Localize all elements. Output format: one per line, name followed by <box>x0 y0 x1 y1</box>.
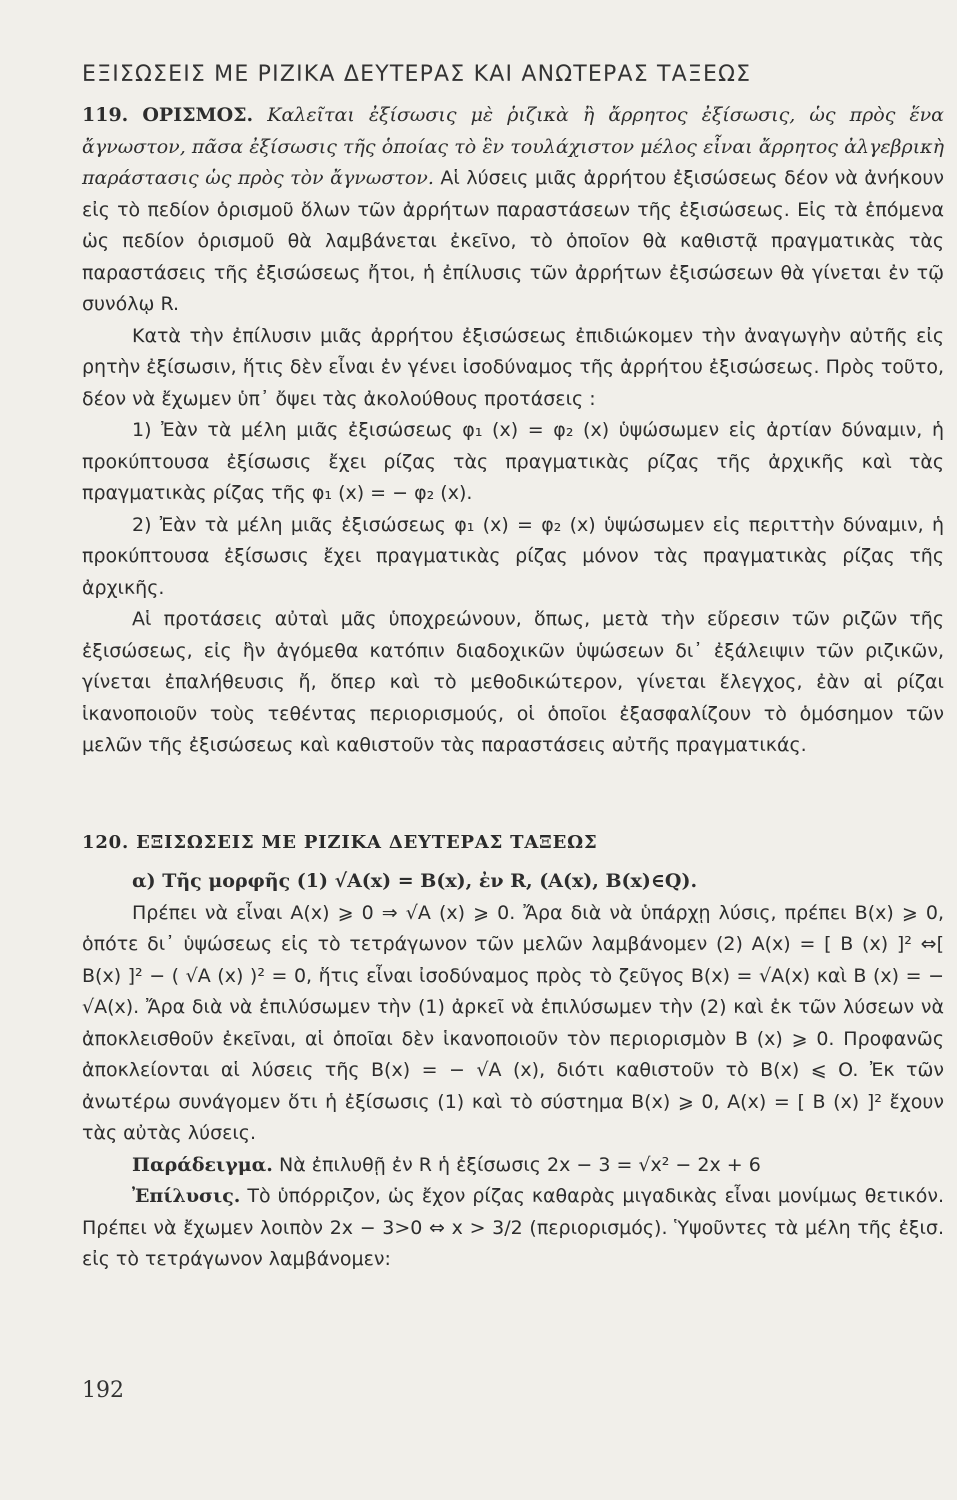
section-119-paragraph-1 <box>82 100 944 321</box>
solution-label: Ἐπίλυσις. <box>132 1185 241 1207</box>
section-119-heading: ΟΡΙΣΜΟΣ. <box>142 104 254 126</box>
section-120-paragraph-1: Πρέπει νὰ εἶναι A(x) ⩾ 0 ⇒ √A (x) ⩾ 0. Ἄρα διὰ νὰ ὑπάρχῃ λύσις, πρέπει B(x) ⩾ 0, ὁπότε δι᾽ ὑψώσεως εἰς τὸ τετράγωνον τῶν μελῶν λαμβάνομεν (2) A(x) = [ B (x) ]² ⇔[ B(x) ]² − ( √A (x) )² = 0, ἥτις εἶναι ἰσοδύναμος πρὸς τὸ ζεῦγος B(x) = √A(x) καὶ B (x) = − √A(x). Ἄρα διὰ νὰ ἐπιλύσωμεν τὴν (1) ἀρκεῖ νὰ ἐπιλύσωμεν τὴν (2) καὶ ἐκ τῶν λύσεων νὰ ἀποκλεισθοῦν ἐκεῖναι, αἱ ὁποῖαι δὲν ἱκανοποιοῦν τὸν περιορισμὸν B (x) ⩾ 0. Προφανῶς ἀποκλείονται αἱ λύσεις τῆς B(x) = − √A (x), διότι καθιστοῦν τὸ B(x) ⩽ O. Ἐκ τῶν ἀνωτέρω συνάγομεν ὅτι ἡ ἐξίσωσις (1) καὶ τὸ σύστημα B(x) ⩾ 0, A(x) = [ B (x) ]² ἔχουν τὰς αὐτὰς λύσεις. <box>82 901 944 1144</box>
section-120-heading: ΕΞΙΣΩΣΕΙΣ ΜΕ ΡΙΖΙΚΑ ΔΕΥΤΕΡΑΣ ΤΑΞΕΩΣ <box>136 832 598 853</box>
section-119-paragraph-3: Αἱ προτάσεις αὐταὶ μᾶς ὑποχρεώνουν, ὅπως, μετὰ τὴν εὕρεσιν τῶν ριζῶν τῆς ἐξισώσεως, εἰς ἣν ἀγόμεθα κατόπιν διαδοχικῶν ὑψώσεων δι᾽ ἐξάλειψιν τῶν ριζικῶν, γίνεται ἐπαλήθευσις ἤ, ὅπερ καὶ τὸ μεθοδικώτερον, γίνεται ἔλεγχος, ἐὰν αἱ ρίζαι ἱκανοποιοῦν τοὺς τεθέντας περιορισμούς, οἱ ὁποῖοι ἐξασφαλίζουν τὸ ὁμόσημον τῶν μελῶν τῆς ἐξισώσεως καὶ καθιστοῦν τὰς παραστάσεις αὐτῆς πραγματικάς. <box>82 608 944 756</box>
section-119 <box>82 100 944 762</box>
section-120 <box>82 866 944 1276</box>
solution-paragraph <box>82 1181 944 1276</box>
example-label: Παράδειγμα. <box>132 1153 273 1176</box>
section-120-number: 120. <box>82 832 130 853</box>
section-119-p1-rest: Αἱ λύσεις μιᾶς ἀρρήτου ἐξισώσεως δέον νὰ ἀνήκουν εἰς τὸ πεδίον ὁρισμοῦ ὅλων τῶν ἀρρήτων παραστάσεων τῆς ἐξισώσεως. Εἰς τὰ ἑπόμενα ὡς πεδίον ὁρισμοῦ θὰ λαμβάνεται ἐκεῖνο, τὸ ὁποῖον θὰ καθιστᾷ πραγματικὰς τὰς παραστάσεις τῆς ἐξισώσεως ἤτοι, ἡ ἐπίλυσις τῶν ἀρρήτων ἐξισώσεων θὰ γίνεται ἐν τῷ συνόλῳ R. <box>82 167 944 315</box>
example-text: Νὰ ἐπιλυθῇ ἐν R ἡ ἐξίσωσις 2x − 3 = √x² − 2x + 6 <box>278 1153 761 1176</box>
running-header: ΕΞΙΣΩΣΕΙΣ ΜΕ ΡΙΖΙΚΑ ΔΕΥΤΕΡΑΣ ΚΑΙ ΑΝΩΤΕΡΑΣ ΤΑΞΕΩΣ <box>82 62 752 87</box>
section-119-paragraph-2: Κατὰ τὴν ἐπίλυσιν μιᾶς ἀρρήτου ἐξισώσεως ἐπιδιώκομεν τὴν ἀναγωγὴν αὐτῆς εἰς ρητὴν ἐξίσωσιν, ἥτις δὲν εἶναι ἐν γένει ἰσοδύναμος τῆς ἀρρήτου ἐξισώσεως. Πρὸς τοῦτο, δέον νὰ ἔχωμεν ὑπ᾽ ὄψει τὰς ἀκολούθους προτάσεις : <box>82 324 944 410</box>
proposition-1: 1) Ἐὰν τὰ μέλη μιᾶς ἐξισώσεως φ₁ (x) = φ₂ (x) ὑψώσωμεν εἰς ἀρτίαν δύναμιν, ἡ προκύπτουσα ἐξίσωσις ἔχει ρίζας τὰς πραγματικὰς ρίζας τῆς ἀρχικῆς καὶ τὰς πραγματικὰς ρίζας τῆς φ₁ (x) = − φ₂ (x). <box>82 419 944 504</box>
solution-text: Τὸ ὑπόρριζον, ὡς ἔχον ρίζας καθαρὰς μιγαδικὰς εἶναι μονίμως θετικόν. Πρέπει νὰ ἔχωμεν λοιπὸν 2x − 3>0 ⇔ x > 3/2 (περιορισμός). Ὑψοῦντες τὰ μέλη τῆς ἐξισ. εἰς τὸ τετράγωνον λαμβάνομεν: <box>82 1185 944 1270</box>
definition-text: Καλεῖται ἐξίσωσις μὲ ῥιζικὰ ἢ ἄρρητος ἐξίσωσις, ὡς πρὸς ἕνα ἄγνωστον, πᾶσα ἐξίσωσις τῆς ὁποίας τὸ ἓν τουλάχιστον μέλος εἶναι ἄρρητος ἀλγεβρικὴ παράστασις ὡς πρὸς τὸν ἄγνωστον. <box>82 104 944 189</box>
example-paragraph <box>82 1150 944 1182</box>
section-120-heading-line <box>82 832 944 853</box>
proposition-2: 2) Ἐὰν τὰ μέλη μιᾶς ἐξισώσεως φ₁ (x) = φ₂ (x) ὑψώσωμεν εἰς περιττὴν δύναμιν, ἡ προκύπτουσα ἐξίσωσις ἔχει πραγματικὰς ρίζας μόνον τὰς πραγματικὰς ρίζας τῆς ἀρχικῆς. <box>82 513 944 599</box>
page-number: 192 <box>82 1378 124 1403</box>
section-119-number: 119. <box>82 104 129 126</box>
subsection-a-heading: α) Τῆς μορφῆς (1) √A(x) = B(x), ἐν R, (A(x), B(x)∈Q). <box>132 870 698 892</box>
